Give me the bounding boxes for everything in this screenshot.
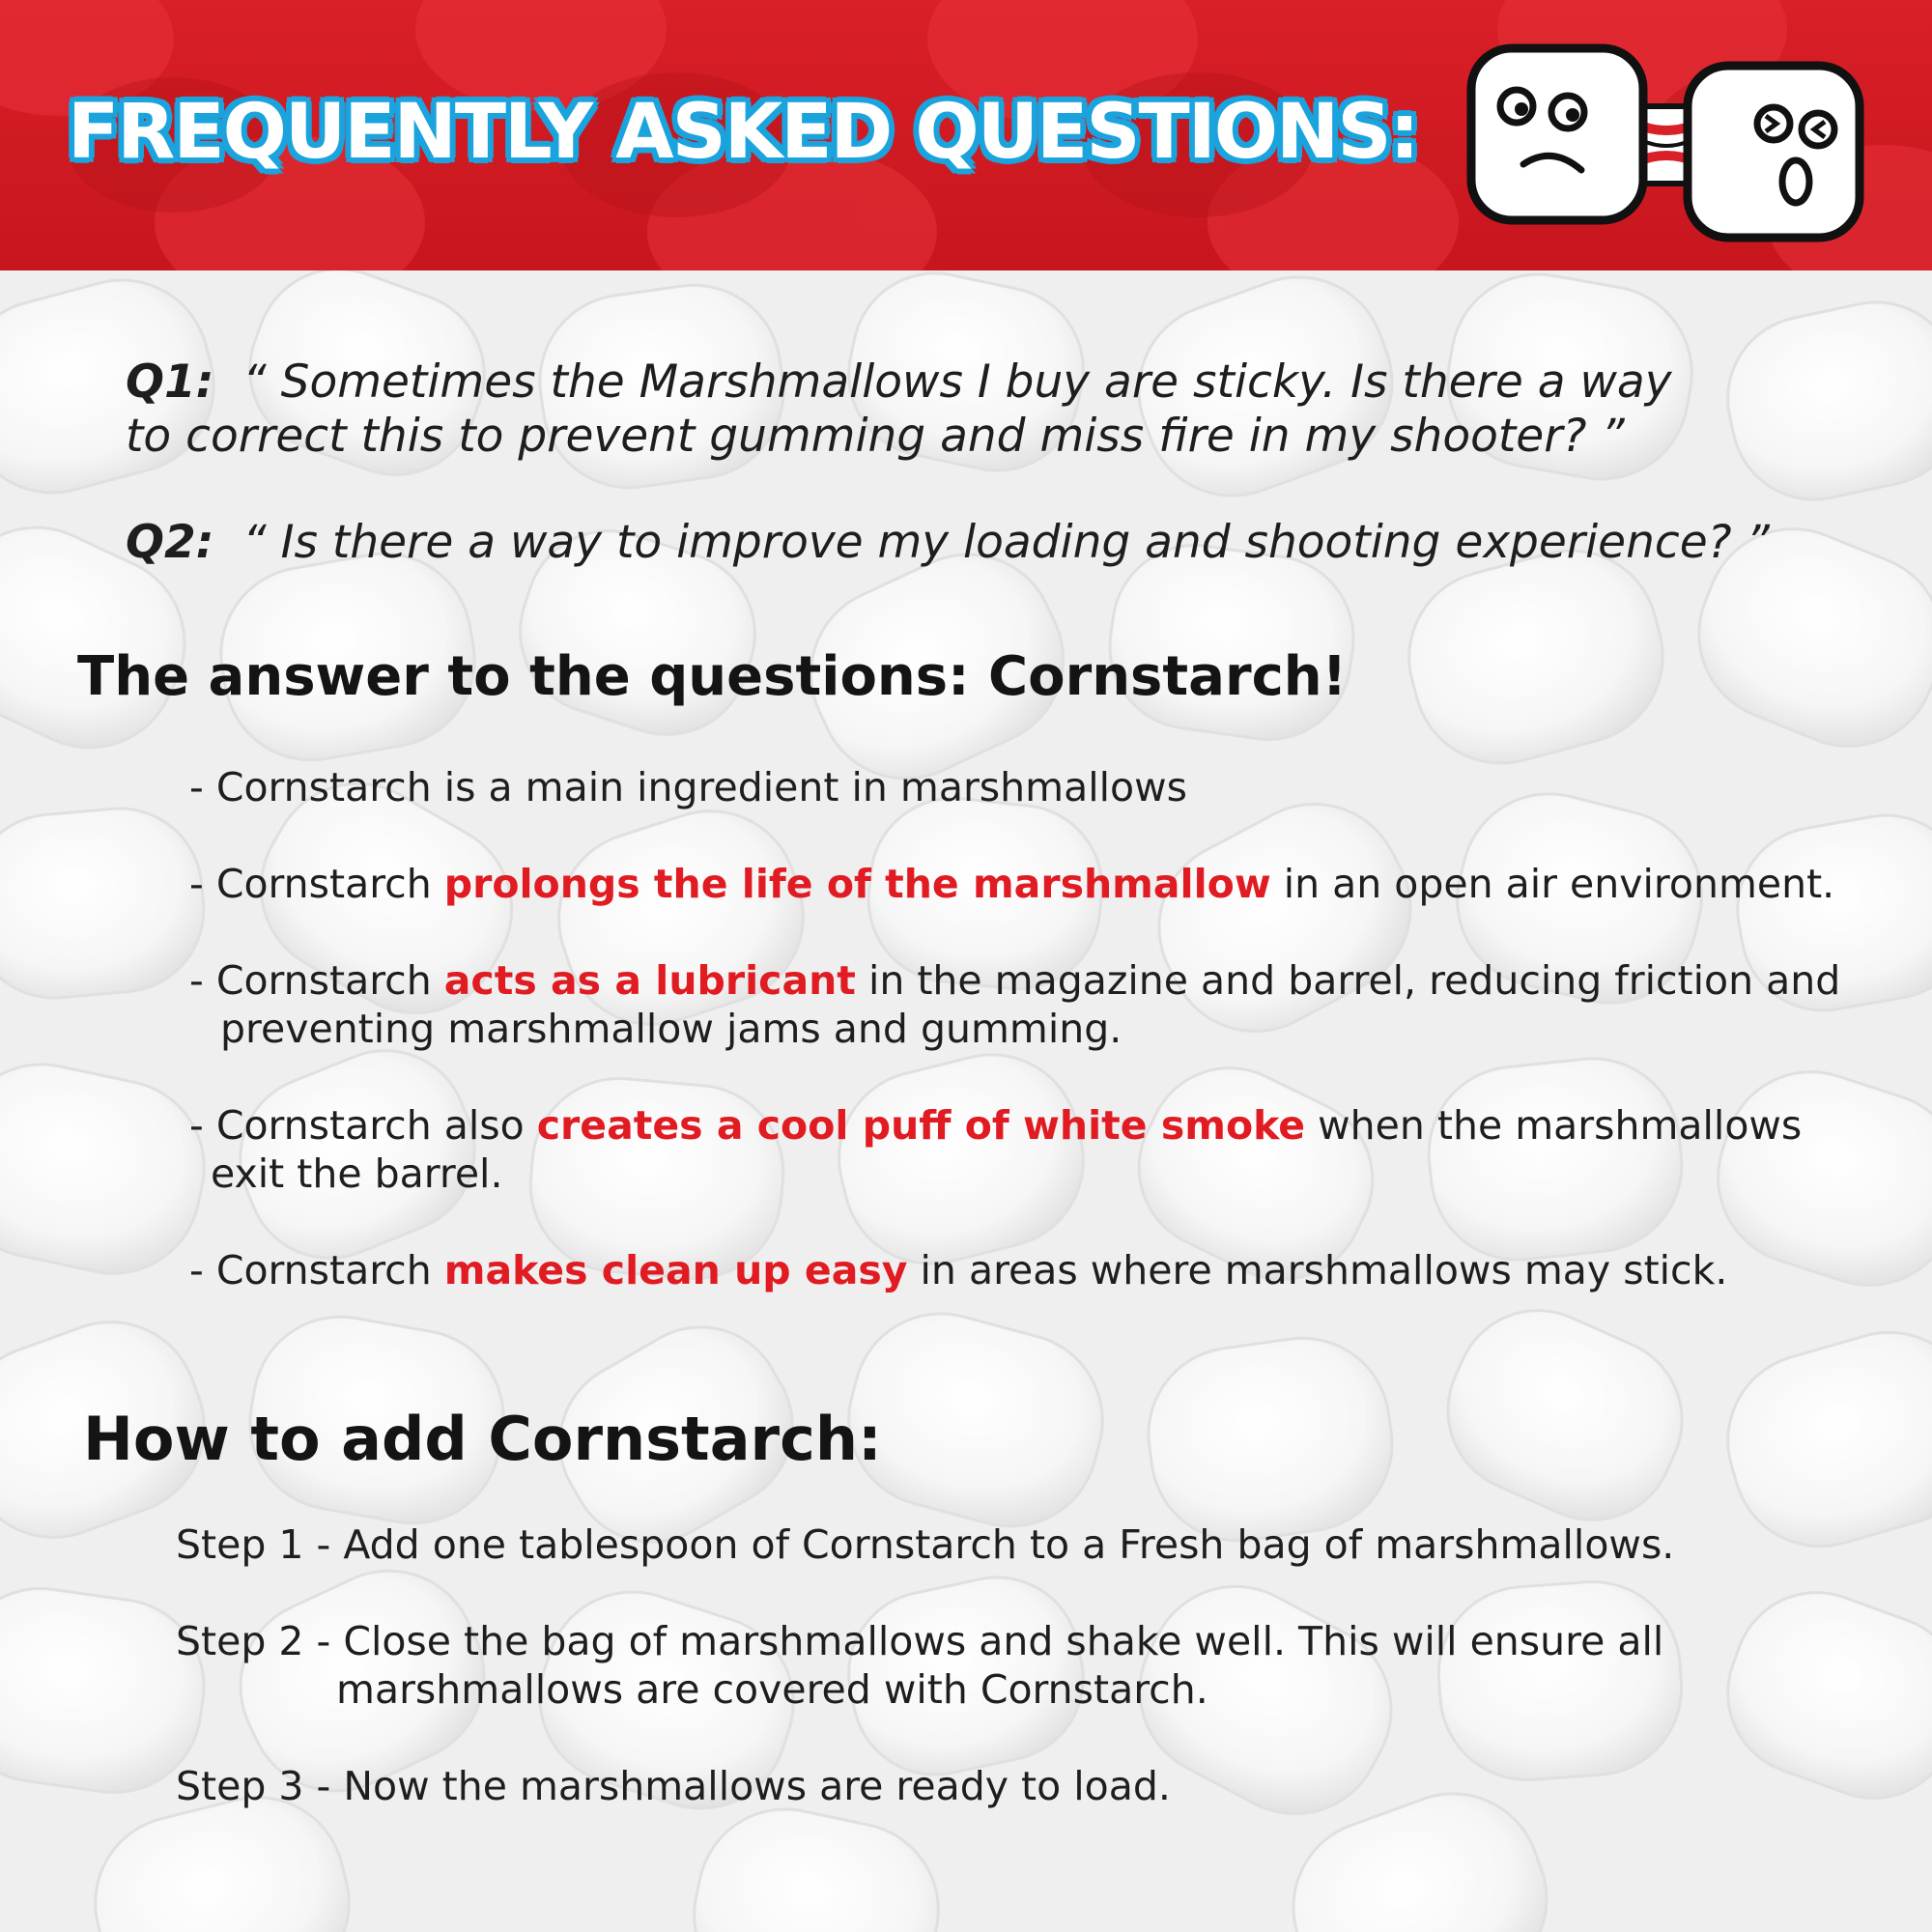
bullet-text: - Cornstarch: [189, 957, 444, 1004]
bullet-highlight: prolongs the life of the marshmallow: [443, 861, 1271, 907]
answer-bullet: [189, 763, 1187, 811]
answer-bullet: [189, 1246, 1727, 1294]
question-text: “ Sometimes the Marshmallows I buy are sticky. Is there a way: [242, 355, 1672, 409]
question-1-line-2: [126, 410, 1625, 464]
answer-heading: The answer to the questions: Cornstarch!: [77, 645, 1348, 708]
howto-step: Step 1 - Add one tablespoon of Cornstarch to a Fresh bag of marshmallows.: [176, 1521, 1675, 1568]
howto-step: Step 2 - Close the bag of marshmallows and shake well. This will ensure all: [176, 1618, 1664, 1664]
bullet-text: - Cornstarch is a main ingredient in marshmallows: [189, 764, 1187, 810]
page-title: FREQUENTLY ASKED QUESTIONS:: [68, 89, 1418, 176]
bullet-text: - Cornstarch also: [189, 1102, 537, 1149]
left-marshmallow: [1471, 48, 1643, 220]
question-text: “ Is there a way to improve my loading and shooting experience? ”: [242, 516, 1770, 569]
bullet-highlight: creates a cool puff of white smoke: [536, 1102, 1306, 1149]
howto-step: Step 3 - Now the marshmallows are ready to load.: [176, 1763, 1171, 1809]
question-label: Q2:: [126, 516, 214, 569]
bullet-highlight: makes clean up easy: [443, 1247, 908, 1293]
right-marshmallow: [1688, 66, 1860, 238]
question-2: [126, 516, 1770, 570]
answer-bullet-continuation: preventing marshmallow jams and gumming.: [220, 1006, 1122, 1052]
bullet-text: - Cornstarch: [189, 1247, 444, 1293]
bullet-text: when the marshmallows: [1305, 1102, 1803, 1149]
header-banner: [0, 0, 1932, 270]
bullet-text: - Cornstarch: [189, 861, 444, 907]
answer-bullet: [189, 956, 1840, 1005]
howto-step-continuation: marshmallows are covered with Cornstarch.: [336, 1666, 1208, 1713]
bullet-highlight: acts as a lubricant: [443, 957, 856, 1004]
answer-bullet: [189, 1101, 1802, 1150]
bullet-text: in the magazine and barrel, reducing friction and: [855, 957, 1841, 1004]
question-text: to correct this to prevent gumming and miss fire in my shooter? ”: [126, 410, 1625, 463]
answer-bullet: [189, 860, 1834, 908]
question-1: [126, 355, 1672, 410]
marshmallow-mascots-icon: [1463, 37, 1869, 249]
bullet-text: in an open air environment.: [1270, 861, 1835, 907]
bullet-text: in areas where marshmallows may stick.: [907, 1247, 1728, 1293]
question-label: Q1:: [126, 355, 214, 409]
howto-heading: How to add Cornstarch:: [83, 1404, 882, 1474]
answer-bullet-continuation: exit the barrel.: [211, 1151, 503, 1197]
